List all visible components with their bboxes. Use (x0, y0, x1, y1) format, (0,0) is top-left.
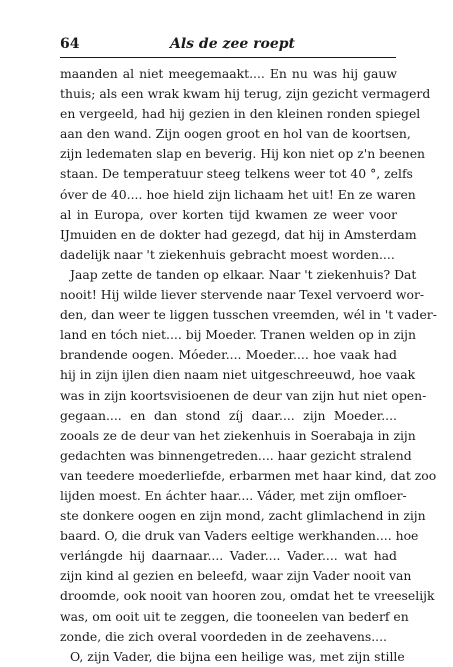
text-line: zijn ledematen slap en beverig. Hij kon niet op z'n beenen (60, 146, 426, 162)
text-line: aan den wand. Zijn oogen groot en hol van de koortsen, (60, 126, 411, 142)
text-line: O, zijn Vader, die bijna een heilige was, met zijn stille (70, 648, 405, 664)
text-line: lijden moest. En áchter haar.... Váder, met zijn omfloer- (60, 487, 407, 503)
text-line: thuis; als een wrak kwam hij terug, zijn gezicht vermagerd (60, 86, 431, 102)
text-line: van teedere moederliefde, erbarmen met haar kind, dat zoo (60, 467, 437, 483)
page-header (60, 36, 396, 58)
text-line: gedachten was binnengetreden.... haar gezicht stralend (60, 447, 412, 463)
text-line: staan. De temperatuur steeg telkens weer tot 40 °, zelfs (60, 166, 413, 182)
text-line: ste donkere oogen en zijn mond, zacht glimlachend in zijn (60, 508, 426, 524)
text-line: zooals ze de deur van het ziekenhuis in Soerabaja in zijn (60, 427, 416, 443)
text-line: óver de 40.... hoe hield zijn lichaam het uit! En ze waren (60, 186, 416, 202)
text-line: zonde, die zich overal voordeden in de zeehavens.... (60, 628, 387, 644)
text-line: zijn kind al gezien en beleefd, waar zijn Vader nooit van (60, 568, 412, 584)
text-line: hij in zijn ijlen dien naam niet uitgeschreeuwd, hoe vaak (60, 367, 416, 383)
running-title: Als de zee roept (170, 36, 296, 52)
text-line: al in Europa, over korten tijd kwamen ze weer voor (60, 206, 397, 222)
text-line: baard. O, die druk van Vaders eeltige werkhanden.... hoe (60, 528, 419, 544)
text-line: land en tóch niet.... bij Moeder. Tranen welden op in zijn (60, 327, 416, 343)
text-line: en vergeeld, had hij gezien in den kleinen ronden spiegel (60, 106, 421, 122)
text-line: brandende oogen. Móeder.... Moeder.... hoe vaak had (60, 347, 397, 363)
text-line: nooit! Hij wilde liever stervende naar Texel vervoerd wor- (60, 287, 425, 303)
text-line: den, dan weer te liggen tusschen vreemden, wél in 't vader- (60, 307, 437, 323)
text-line: IJmuiden en de dokter had gezegd, dat hij in Amsterdam (60, 226, 417, 242)
text-line: verlángde hij daarnaar.... Vader.... Vader.... wat had (60, 548, 397, 564)
body-text (60, 64, 437, 667)
text-line: was, om ooit uit te zeggen, die tooneelen van bederf en (60, 608, 409, 624)
header-rule (60, 57, 396, 58)
text-line: was in zijn koortsvisioenen de deur van zijn hut niet open- (60, 387, 427, 403)
text-line: droomde, ook nooit van hooren zou, omdat het te vreeselijk (60, 588, 435, 604)
text-line: gegaan.... en dan stond zíj daar.... zijn Moeder.... (60, 407, 397, 423)
text-line: maanden al niet meegemaakt.... En nu was hij gauw (60, 66, 397, 81)
text-line: Jaap zette de tanden op elkaar. Naar 't ziekenhuis? Dat (70, 266, 417, 282)
page-number: 64 (60, 36, 80, 52)
text-line: dadelijk naar 't ziekenhuis gebracht moest worden.... (60, 246, 395, 262)
